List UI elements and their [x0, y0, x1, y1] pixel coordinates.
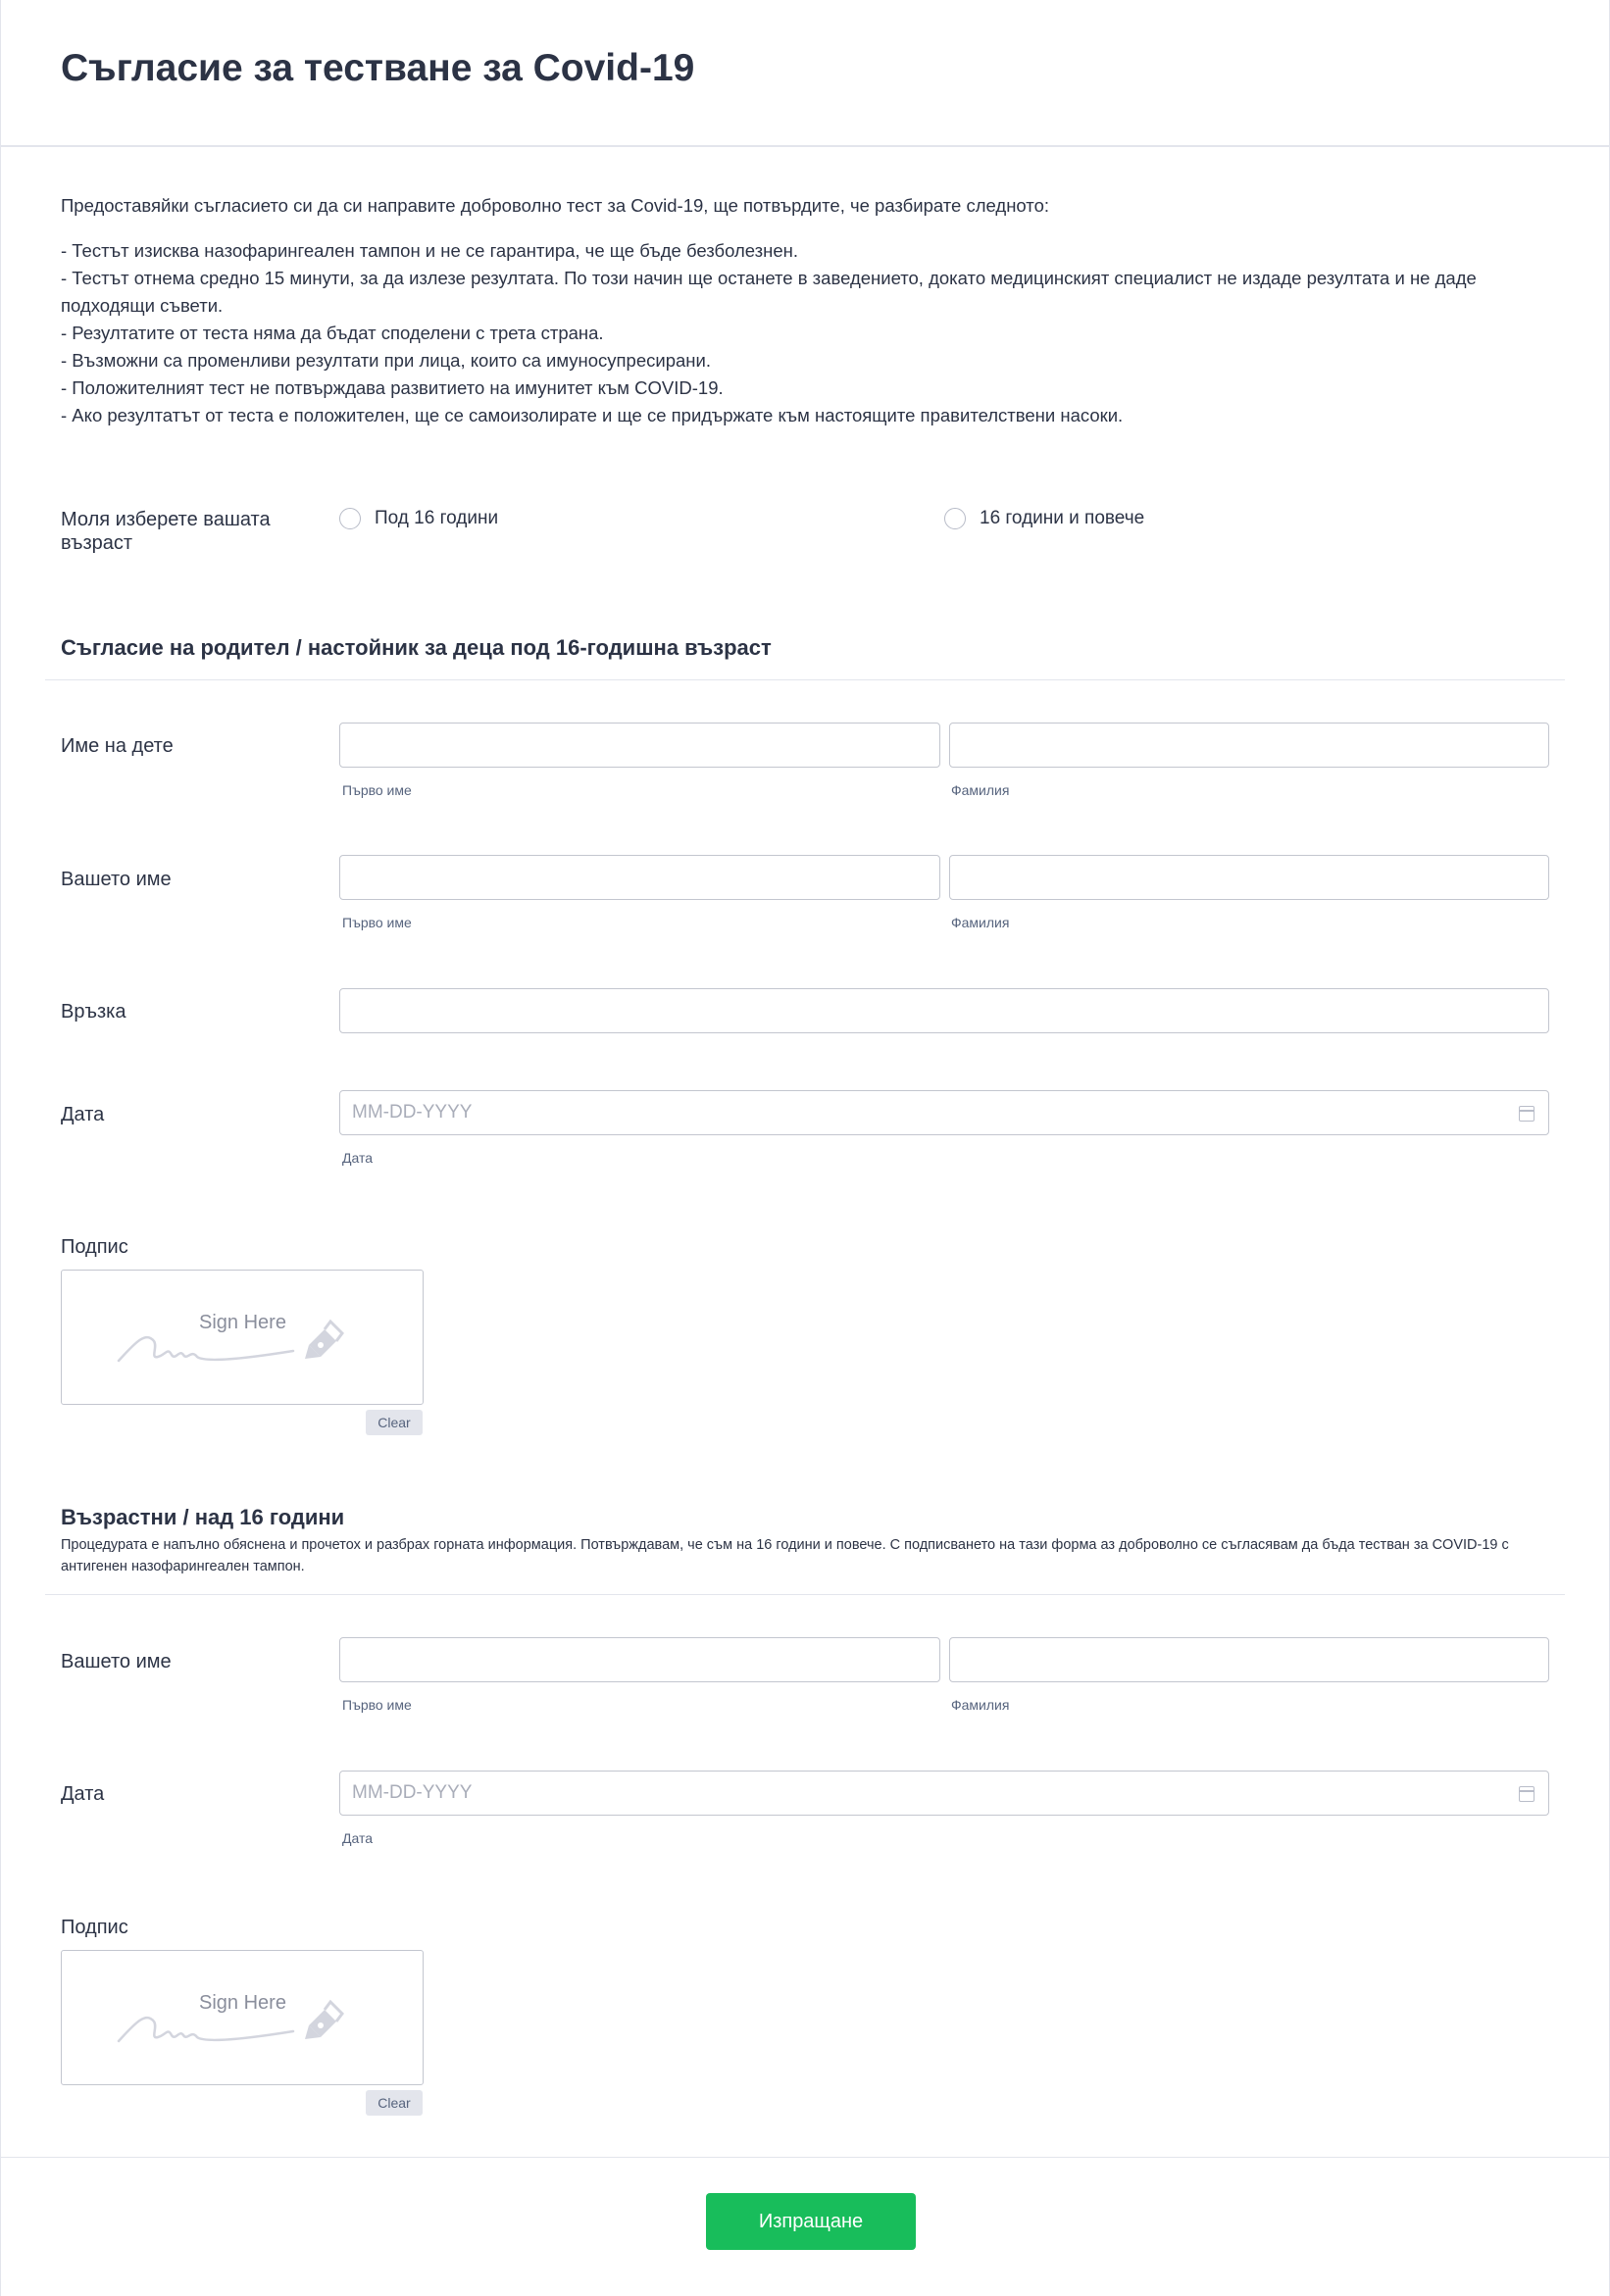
bullet-item: - Тестът отнема средно 15 минути, за да излезе резултата. По този начин ще останете в заведението, докато медицинският специалист не издаде резултата и не даде — [61, 268, 1477, 288]
guardian-signature-label: Подпис — [61, 1236, 128, 1258]
last-name-sublabel: Фамилия — [951, 1697, 1010, 1713]
bullet-item: - Ако резултатът от теста е положителен, ще се самоизолирате и ще се придържате към настоящите правителствени насоки. — [61, 405, 1124, 425]
adult-section-description: Процедурата е напълно обяснена и прочетох и разбрах горната информация. Потвърждавам, че съм на 16 години и повече. С подписването на тази форма аз доброволно се съгласявам да бъда тестван за COVID-19 с антигенен назофарингеален тампон. — [61, 1537, 1509, 1574]
section-divider — [45, 679, 1565, 680]
adult-first-name-input[interactable] — [339, 1637, 940, 1682]
bullet-item: - Тестът изисква назофарингеален тампон и не се гарантира, че ще бъде безболезнен. — [61, 240, 799, 261]
last-name-sublabel: Фамилия — [951, 782, 1010, 798]
date-sublabel: Дата — [342, 1830, 374, 1846]
bullet-item: - Резултатите от теста няма да бъдат споделени с трета страна. — [61, 323, 604, 343]
first-name-sublabel: Първо име — [342, 1697, 412, 1713]
bullet-item: - Положителният тест не потвърждава развитието на имунитет към COVID-19. — [61, 377, 724, 398]
adult-section-heading: Възрастни / над 16 години — [61, 1505, 345, 1529]
page-title: Съгласие за тестване за Covid-19 — [61, 47, 695, 89]
footer-divider — [0, 2157, 1610, 2158]
submit-button[interactable]: Изпращане — [706, 2193, 916, 2250]
guardian-name-label: Вашето име — [61, 869, 172, 890]
intro-bullets — [61, 237, 1551, 429]
age-label: Моля изберете вашата възраст — [61, 509, 271, 554]
guardian-clear-button[interactable]: Clear — [366, 1410, 423, 1435]
adult-clear-button[interactable]: Clear — [366, 2090, 423, 2116]
bullet-item: - Възможни са променливи резултати при лица, които са имуносупресирани. — [61, 350, 711, 371]
child-name-label: Име на дете — [61, 735, 174, 757]
intro-paragraph: Предоставяйки съгласието си да си направите доброволно тест за Covid-19, ще потвърдите, че разбирате следното: — [61, 195, 1049, 216]
radio-circle-icon[interactable] — [339, 508, 361, 529]
guardian-signature-pad[interactable] — [61, 1270, 424, 1405]
child-first-name-input[interactable] — [339, 723, 940, 768]
child-last-name-input[interactable] — [949, 723, 1549, 768]
form-header — [0, 0, 1610, 147]
relation-label: Връзка — [61, 1001, 126, 1023]
age-option-16-plus[interactable] — [944, 508, 1144, 529]
adult-signature-pad[interactable] — [61, 1950, 424, 2085]
signature-pen-icon — [107, 1992, 391, 2051]
guardian-first-name-input[interactable] — [339, 855, 940, 900]
guardian-section-heading: Съгласие на родител / настойник за деца под 16-годишна възраст — [61, 635, 772, 660]
calendar-icon[interactable] — [1519, 1106, 1535, 1122]
adult-last-name-input[interactable] — [949, 1637, 1549, 1682]
adult-date-input[interactable] — [339, 1771, 1549, 1816]
age-option-under-16[interactable] — [339, 508, 498, 529]
relation-input[interactable] — [339, 988, 1549, 1033]
signature-pen-icon — [107, 1312, 391, 1371]
intro-text — [61, 192, 1551, 429]
adult-date-label: Дата — [61, 1783, 105, 1805]
section-divider — [45, 1594, 1565, 1595]
age-option-label: Под 16 години — [375, 508, 499, 528]
radio-circle-icon[interactable] — [944, 508, 966, 529]
guardian-last-name-input[interactable] — [949, 855, 1549, 900]
date-sublabel: Дата — [342, 1150, 374, 1166]
bullet-item: подходящи съвети. — [61, 295, 224, 316]
first-name-sublabel: Първо име — [342, 782, 412, 798]
calendar-icon[interactable] — [1519, 1786, 1535, 1802]
last-name-sublabel: Фамилия — [951, 915, 1010, 930]
first-name-sublabel: Първо име — [342, 915, 412, 930]
guardian-date-label: Дата — [61, 1104, 105, 1125]
sign-here-text: Sign Here — [199, 1992, 286, 2014]
adult-signature-label: Подпис — [61, 1917, 128, 1938]
adult-name-label: Вашето име — [61, 1651, 172, 1672]
age-option-label: 16 години и повече — [980, 508, 1145, 528]
sign-here-text: Sign Here — [199, 1312, 286, 1333]
guardian-date-input[interactable] — [339, 1090, 1549, 1135]
